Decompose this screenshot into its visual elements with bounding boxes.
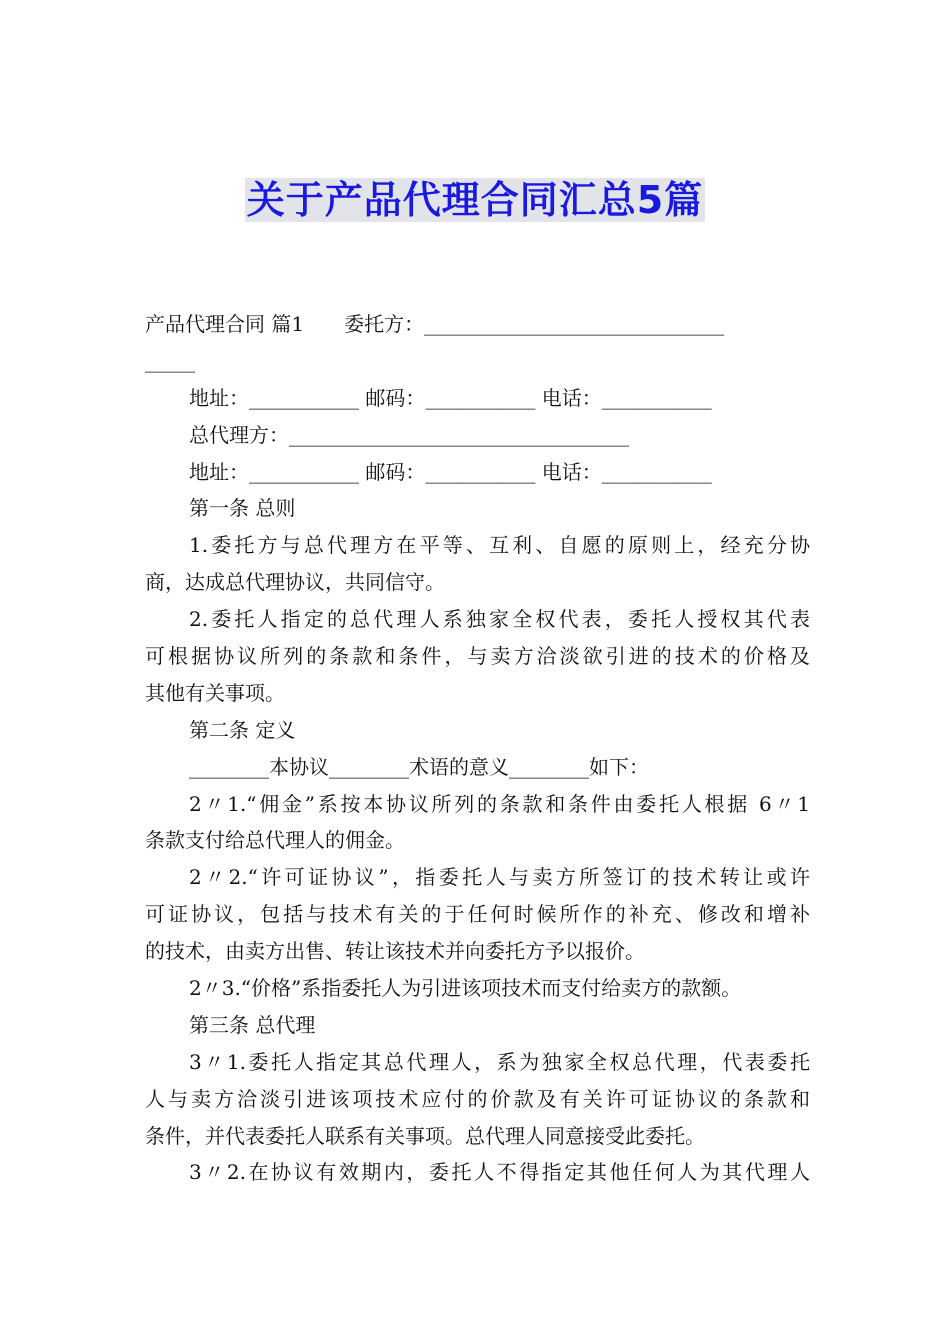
paragraph-line: 1.委托方与总代理方在平等、互利、自愿的原则上，经充分协 (189, 533, 810, 558)
paragraph-line: 其他有关事项。 (145, 680, 285, 705)
title-wrap (0, 178, 950, 222)
paragraph-line: 3〃1.委托人指定其总代理人，系为独家全权总代理，代表委托 (189, 1049, 810, 1074)
paragraph-line: 地址：___________ 邮码：___________ 电话：___________ (189, 459, 712, 484)
paragraph-line: 商，达成总代理协议，共同信守。 (145, 570, 445, 595)
paragraph-line: ________本协议________术语的意义________如下： (189, 754, 649, 779)
document-title: 关于产品代理合同汇总5篇 (246, 178, 704, 222)
paragraph-line: 2.委托人指定的总代理人系独家全权代表，委托人授权其代表 (189, 607, 810, 632)
paragraph-line: 条款支付给总代理人的佣金。 (145, 828, 405, 853)
paragraph-line: 2〃2.“许可证协议”，指委托人与卖方所签订的技术转让或许 (189, 865, 810, 890)
paragraph-line: 产品代理合同 篇1 委托方：______________________________ (145, 312, 725, 336)
paragraph-line: 第三条 总代理 (189, 1012, 316, 1037)
paragraph-line: 的技术，由卖方出售、转让该技术并向委托方予以报价。 (145, 939, 645, 964)
paragraph-line: 总代理方：__________________________________ (189, 422, 629, 447)
paragraph-line: 可证协议，包括与技术有关的于任何时候所作的补充、修改和增补 (145, 902, 810, 927)
paragraph-line: 地址：___________ 邮码：___________ 电话：___________ (189, 385, 712, 410)
paragraph-line: 2〃3.“价格”系指委托人为引进该项技术而支付给卖方的款额。 (189, 976, 742, 1001)
paragraph-line: _____ (145, 348, 195, 373)
document-body (145, 306, 810, 1191)
paragraph-line: 第二条 定义 (189, 717, 296, 742)
paragraph-line: 第一条 总则 (189, 496, 296, 521)
paragraph-line: 2〃1.“佣金”系按本协议所列的条款和条件由委托人根据 6〃1 (189, 791, 810, 816)
paragraph-line: 人与卖方洽淡引进该项技术应付的价款及有关许可证协议的条款和 (145, 1086, 810, 1111)
paragraph-line: 条件，并代表委托人联系有关事项。总代理人同意接受此委托。 (145, 1123, 705, 1148)
paragraph-line: 可根据协议所列的条款和条件，与卖方洽淡欲引进的技术的价格及 (145, 644, 810, 669)
paragraph-line: 3〃2.在协议有效期内，委托人不得指定其他任何人为其代理人 (189, 1160, 810, 1185)
